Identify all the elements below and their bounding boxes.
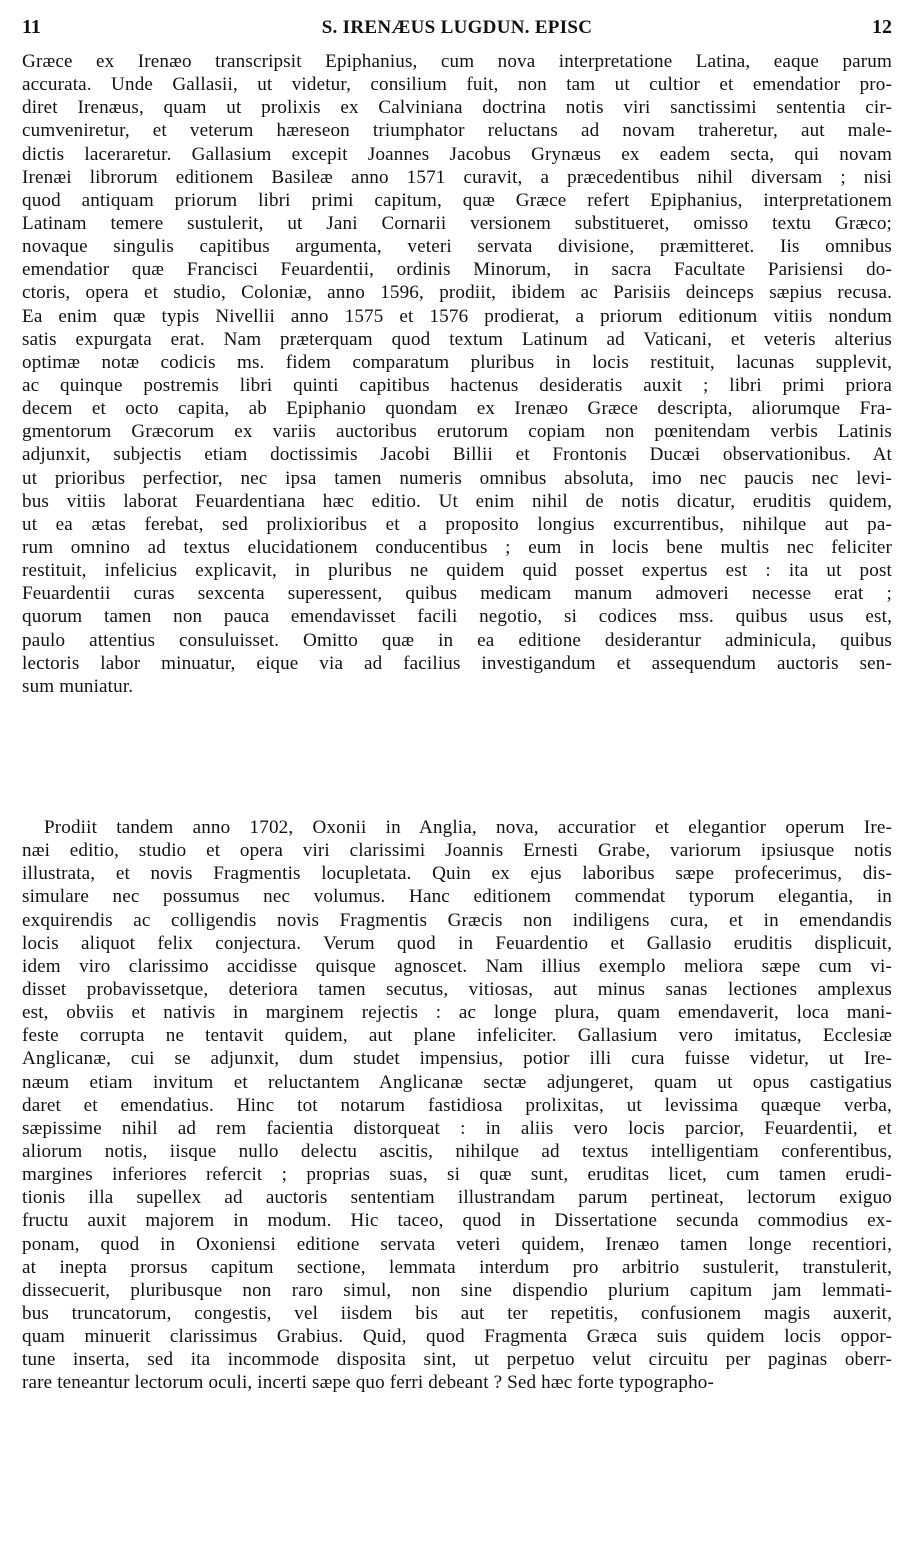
text-line: optimæ notæ codicis ms. fidem comparatum pluribus in locis restituit, lacunas supplevit, xyxy=(22,351,892,373)
text-line: næi editio, studio et opera viri clarissimi Joannis Ernesti Grabe, variorum ipsiusque notis xyxy=(22,840,892,862)
text-line: satis expurgata erat. Nam præterquam quod textum Latinum ad Vaticani, et veteris alterius xyxy=(22,328,892,350)
text-line: paulo attentius consuluisset. Omitto quæ in ea editione desiderantur adminicula, quibus xyxy=(22,629,892,651)
text-line: tionis illa supellex ad auctoris sententiam illustrandam parum pertineat, lectorum exiguo xyxy=(22,1187,892,1209)
text-line: sæpissime nihil ad rem facientia distorqueat : in aliis vero locis parcior, Feuardentii, et xyxy=(22,1117,892,1139)
text-line: cumveniretur, et veterum hæreseon triumphator reluctans ad novam traheretur, aut male- xyxy=(22,120,892,142)
text-line: exquirendis ac colligendis novis Fragmentis Græcis non indiligens cura, et in emendandis xyxy=(22,909,892,931)
text-line: Græce ex Irenæo transcripsit Epiphanius, cum nova interpretatione Latina, eaque parum xyxy=(22,51,892,72)
text-line: bus truncatorum, congestis, vel iisdem bis aut ter repetitis, confusionem magis auxerit, xyxy=(22,1302,892,1324)
text-line: dissecuerit, pluribusque non raro simul, non sine dispendio plurium capitum jam lemmati- xyxy=(22,1279,892,1301)
text-line: ac quinque postremis libri quinti capitibus hactenus desideratis auxit ; libri primi priora xyxy=(22,374,892,396)
text-line: disset probavissetque, deteriora tamen secutus, vitiosas, aut minus sanas lectiones amplexus xyxy=(22,978,892,1000)
text-line: Prodiit tandem anno 1702, Oxonii in Anglia, nova, accuratior et elegantior operum Ire- xyxy=(44,817,892,838)
text-line: Latinam temere sustulerit, ut Jani Cornarii versionem substitueret, omisso textu Græco; xyxy=(22,212,892,234)
text-line: tune inserta, sed ita incommode disposita sint, ut perpetuo velut circuitu per paginas oberr- xyxy=(22,1349,892,1371)
text-line: sum muniatur. xyxy=(22,675,134,697)
paragraph-1 xyxy=(22,50,892,698)
text-line: daret et emendatius. Hinc tot notarum fastidiosa prolixitas, ut levissima quæque verba, xyxy=(22,1094,892,1116)
text-line: Anglicanæ, cui se adjunxit, dum studet impensius, potior illi cura fuisse videtur, ut Ire- xyxy=(22,1048,892,1070)
text-line: margines inferiores refercit ; proprias suas, si quæ sunt, eruditas licet, cum tamen erudi- xyxy=(22,1164,892,1186)
text-line: ut prioribus perfectior, nec ipsa tamen numeris omnibus absoluta, imo nec paucis nec levi- xyxy=(22,467,892,489)
text-line: restituit, infelicius explicavit, in pluribus ne quidem quid posset expertus est : ita ut post xyxy=(22,560,892,582)
text-line: gmentorum Græcorum ex variis auctoribus erutorum copiam non pœnitendam verbis Latinis xyxy=(22,421,892,443)
text-line: rare teneantur lectorum oculi, incerti sæpe quo ferri debeant ? Sed hæc forte typographo- xyxy=(22,1372,714,1394)
text-line: adjunxit, subjectis etiam doctissimis Jacobi Billii et Frontonis Ducæi observationibus. At xyxy=(22,444,892,466)
text-line: idem viro clarissimo accidisse quisque agnoscet. Nam illius exemplo meliora sæpe cum vi- xyxy=(22,955,892,977)
text-line: novaque singulis capitibus argumenta, veteri servata divisione, præmitteret. Iis omnibus xyxy=(22,236,892,258)
text-line: næum etiam invitum et reluctantem Anglicanæ sectæ adjungeret, quam ut opus castigatius xyxy=(22,1071,892,1093)
page-number-right: 12 xyxy=(872,16,892,38)
text-line: est, obviis et nativis in marginem rejectis : ac longe plura, quam emendaverit, loca mani- xyxy=(22,1002,892,1024)
text-line: dictis laceraretur. Gallasium excepit Joannes Jacobus Grynæus ex eadem secta, qui novam xyxy=(22,143,892,165)
text-line: emendatior quæ Francisci Feuardentii, ordinis Minorum, in sacra Facultate Parisiensi do- xyxy=(22,259,892,281)
running-title: S. IRENÆUS LUGDUN. EPISC xyxy=(321,17,593,38)
page-number-left: 11 xyxy=(22,16,41,38)
text-line: quod antiquam priorum libri primi capitum, quæ Græce refert Epiphanius, interpretationem xyxy=(22,189,892,211)
text-line: diret Irenæus, quam ut prolixis ex Calviniana doctrina notis viri sanctissimi sententia cir- xyxy=(22,97,892,119)
text-line: illustrata, et novis Fragmentis locupletata. Quin ex ejus laboribus sæpe profecerimus, dis- xyxy=(22,863,892,885)
text-line: Ea enim quæ typis Nivellii anno 1575 et 1576 prodierat, a priorum editionum vitiis nondum xyxy=(22,305,892,327)
text-line: ponam, quod in Oxoniensi editione servata veteri quidem, Irenæo tamen longe recentiori, xyxy=(22,1233,892,1255)
text-line: rum omnino ad textus elucidationem conducentibus ; eum in locis bene multis nec feliciter xyxy=(22,536,892,558)
text-line: bus vitiis laborat Feuardentiana hæc editio. Ut enim nihil de notis dicatur, eruditis quidem, xyxy=(22,490,892,512)
page-header xyxy=(22,16,892,46)
text-line: ut ea ætas ferebat, sed prolixioribus et a proposito longius excurrentibus, nihilque aut pa- xyxy=(22,513,892,535)
text-line: Feuardentii curas sexcenta superessent, quibus medicam manum admoveri necesse erat ; xyxy=(22,583,892,605)
text-line: fructu auxit majorem in modum. Hic taceo, quod in Dissertatione secunda commodius ex- xyxy=(22,1210,892,1232)
text-line: Irenæi librorum editionem Basileæ anno 1571 curavit, a præcedentibus nihil diversam ; nisi xyxy=(22,166,892,188)
text-line: quorum tamen non pauca emendavisset facili negotio, si codices mss. quibus usus est, xyxy=(22,606,892,628)
text-line: at inepta prorsus capitum sectione, lemmata interdum pro arbitrio sustulerit, transtulerit, xyxy=(22,1256,892,1278)
text-line: feste corrupta ne tentavit quidem, aut plane infeliciter. Gallasium vero imitatus, Ecclesiæ xyxy=(22,1025,892,1047)
text-line: ctoris, opera et studio, Coloniæ, anno 1596, prodiit, ibidem ac Parisiis deinceps sæpius recusa. xyxy=(22,282,892,304)
text-line: decem et octo capita, ab Epiphanio quondam ex Irenæo Græce descripta, aliorumque Fra- xyxy=(22,398,892,420)
paragraph-2 xyxy=(22,816,892,1395)
text-line: quam minuerit clarissimus Grabius. Quid, quod Fragmenta Græca suis quidem locis oppor- xyxy=(22,1326,892,1348)
text-line: lectoris labor minuatur, eique via ad facilius investigandum et assequendum auctoris sen- xyxy=(22,652,892,674)
text-line: accurata. Unde Gallasii, ut videtur, consilium fuit, non tam ut cultior et emendatior pro- xyxy=(22,74,892,96)
text-line: aliorum notis, iisque nullo delectu ascitis, nihilque ad textus intelligentiam conferentibus, xyxy=(22,1140,892,1162)
text-line: simulare nec possumus nec volumus. Hanc editionem commendat typorum elegantia, in xyxy=(22,886,892,908)
text-line: locis aliquot felix conjectura. Verum quod in Feuardentio et Gallasio eruditis displicuit, xyxy=(22,932,892,954)
